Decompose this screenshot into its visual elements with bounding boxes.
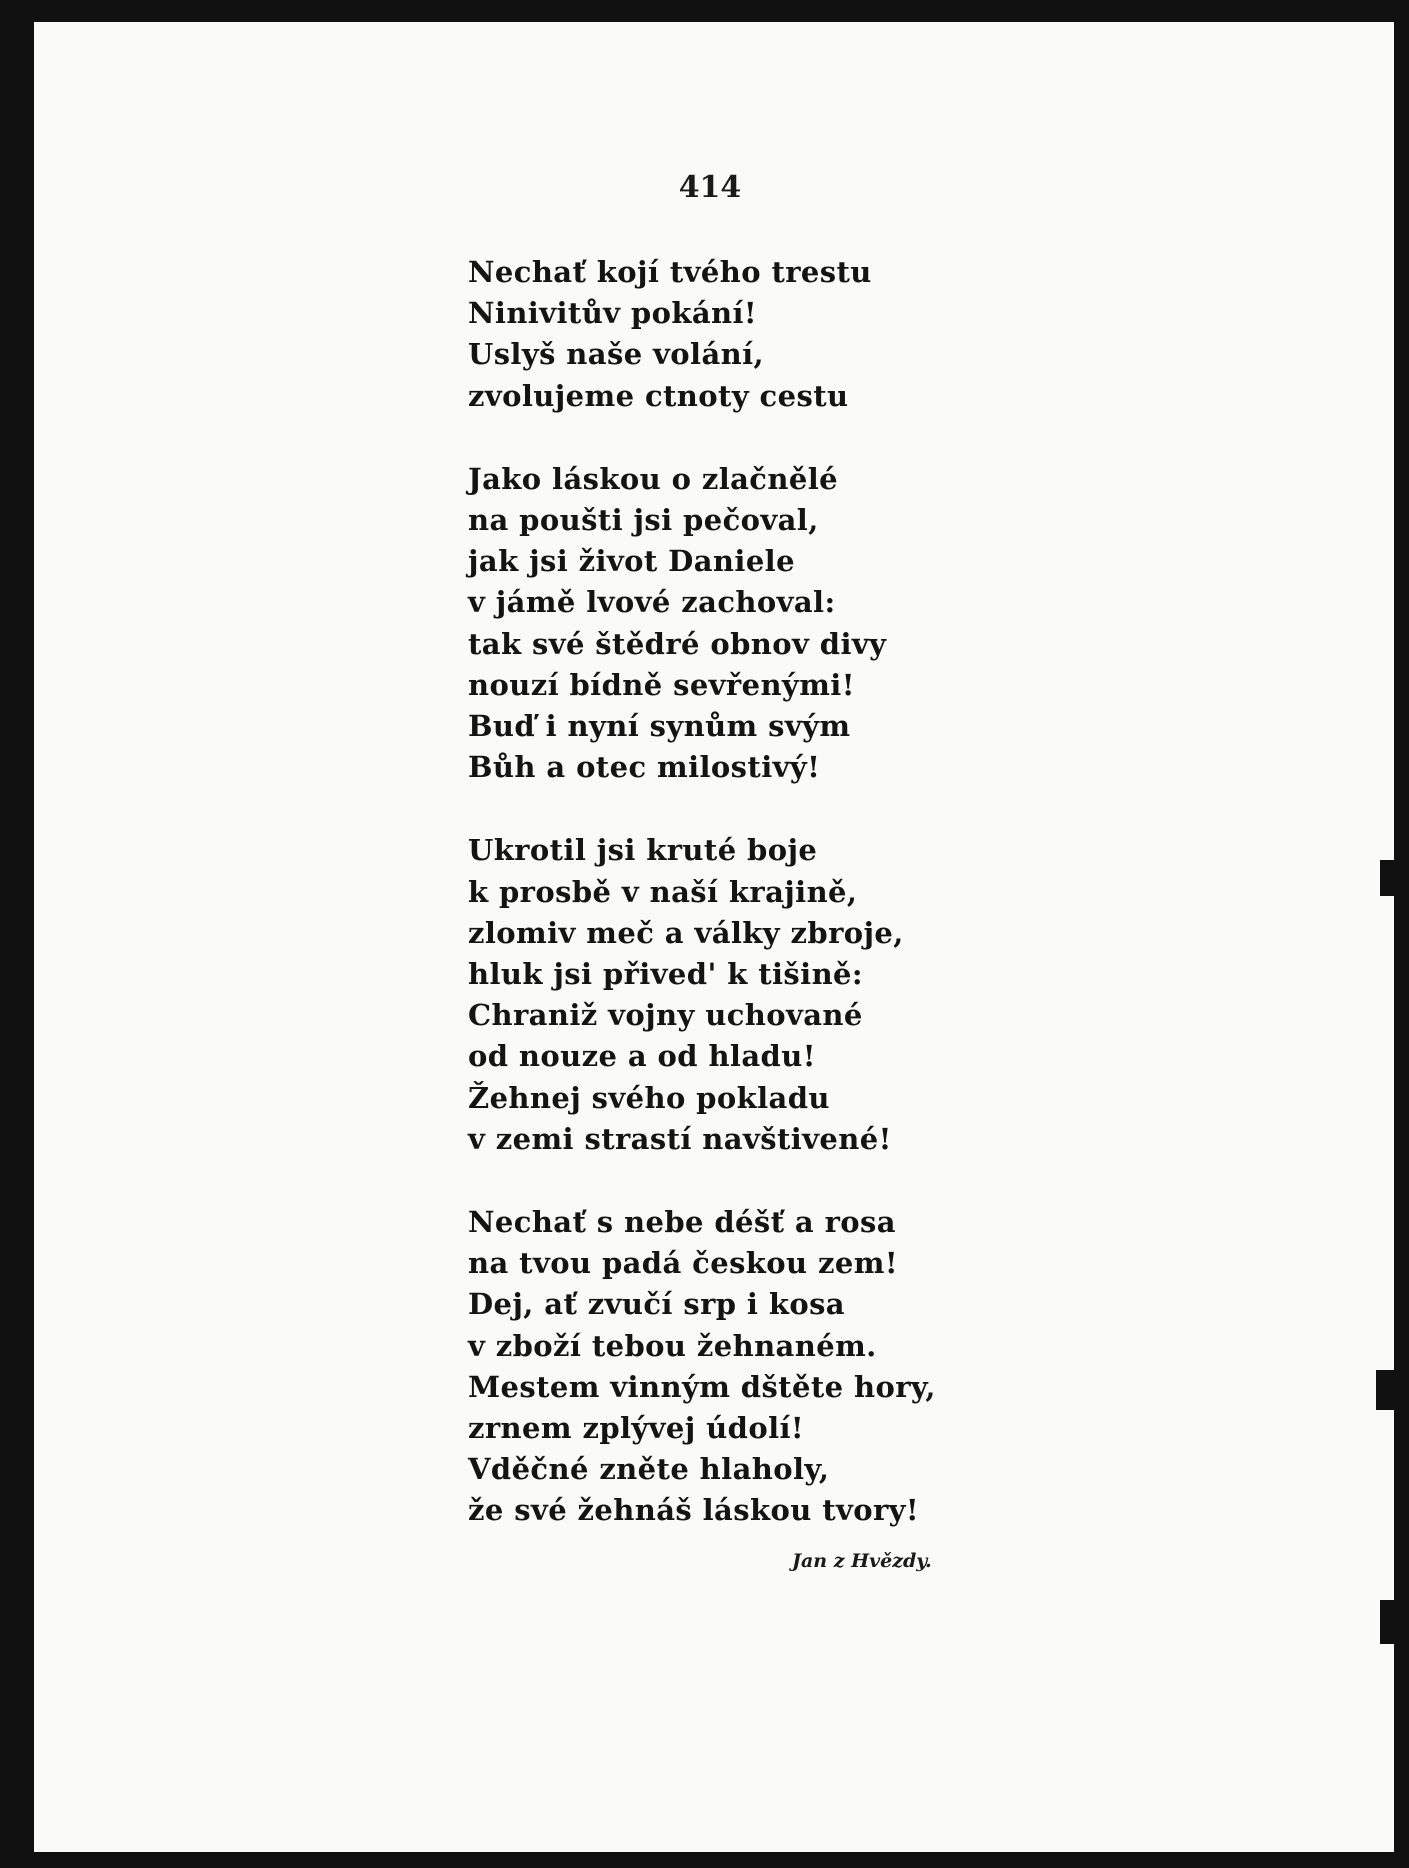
scan-edge-mark bbox=[1380, 860, 1394, 896]
poem-line: od nouze a od hladu! bbox=[468, 1039, 816, 1074]
poem-line: Chraniž vojny uchované bbox=[468, 998, 863, 1033]
poem-line: na poušti jsi pečoval, bbox=[468, 503, 819, 538]
stanza-1 bbox=[468, 252, 1028, 417]
poem-line: k prosbě v naší krajině, bbox=[468, 874, 858, 909]
poem-line: Jako láskou o zlačnělé bbox=[468, 461, 838, 496]
stanza-2 bbox=[468, 459, 1028, 789]
stanza-3 bbox=[468, 830, 1028, 1160]
poem-line: Dej, ať zvučí srp i kosa bbox=[468, 1287, 845, 1322]
poem-line: zvolujeme ctnoty cestu bbox=[468, 378, 849, 413]
page-number: 414 bbox=[678, 170, 742, 205]
poem-line: Žehnej svého pokladu bbox=[468, 1080, 830, 1115]
poem-line: v zboží tebou žehnaném. bbox=[468, 1328, 877, 1363]
poem-line: Ninivitův pokání! bbox=[468, 296, 758, 331]
poem-line: na tvou padá českou zem! bbox=[468, 1246, 898, 1281]
poem-line: hluk jsi přived' k tišině: bbox=[468, 957, 864, 992]
author-signature: Jan z Hvězdy. bbox=[792, 1550, 932, 1572]
poem-line: Bůh a otec milostivý! bbox=[468, 750, 821, 785]
poem-line: v zemi strastí navštivené! bbox=[468, 1121, 892, 1156]
poem-line: že své žehnáš láskou tvory! bbox=[468, 1493, 920, 1528]
poem-line: Vděčné zněte hlaholy, bbox=[468, 1452, 830, 1487]
poem-line: Nechať kojí tvého trestu bbox=[468, 255, 872, 289]
poem-line: Ukrotil jsi kruté boje bbox=[468, 833, 818, 868]
poem-line: zlomiv meč a války zbroje, bbox=[468, 915, 904, 950]
stanza-4 bbox=[468, 1202, 1028, 1532]
poem-line: zrnem zplývej údolí! bbox=[468, 1411, 805, 1446]
poem-line: tak své štědré obnov divy bbox=[468, 626, 887, 661]
poem-line: Nechať s nebe déšť a rosa bbox=[468, 1205, 896, 1240]
poem-line: nouzí bídně sevřenými! bbox=[468, 667, 855, 702]
scan-edge-mark bbox=[1380, 1600, 1394, 1644]
poem-line: Mestem vinným dštěte hory, bbox=[468, 1369, 936, 1404]
scan-edge-mark bbox=[1376, 1370, 1394, 1410]
poem-line: v jámě lvové zachoval: bbox=[468, 585, 836, 620]
poem bbox=[468, 252, 1028, 1532]
poem-line: Uslyš naše volání, bbox=[468, 337, 765, 372]
poem-line: Buď i nyní synům svým bbox=[468, 709, 851, 744]
poem-line: jak jsi život Daniele bbox=[468, 544, 795, 579]
paper-sheet bbox=[34, 22, 1394, 1852]
